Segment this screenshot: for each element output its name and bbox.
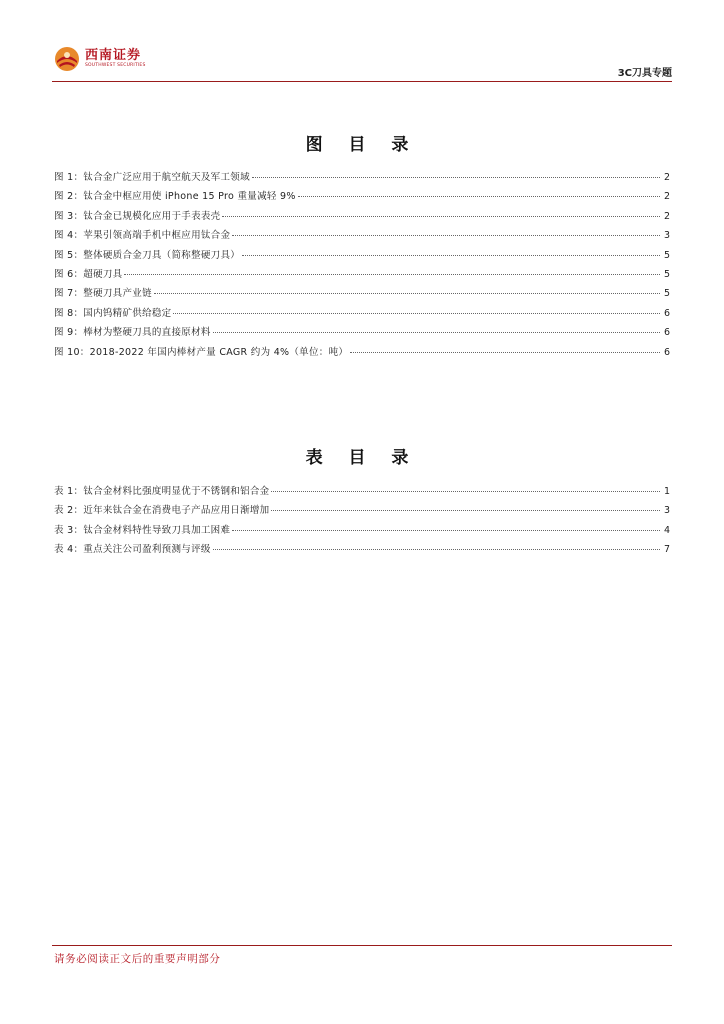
logo-name-en: SOUTHWEST SECURITIES <box>85 63 146 69</box>
figure-toc-item[interactable] <box>54 227 670 246</box>
dot-leader <box>222 216 660 217</box>
dot-leader <box>173 313 660 314</box>
figure-toc-title: 图 目 录 <box>305 135 419 155</box>
toc-item-page: 2 <box>663 210 670 222</box>
toc-item-label: 图 6：超硬刀具 <box>54 268 123 280</box>
table-toc-item[interactable] <box>54 522 670 541</box>
dot-leader <box>271 491 660 492</box>
dot-leader <box>213 549 660 550</box>
figure-toc-item[interactable] <box>54 324 670 343</box>
toc-item-page: 5 <box>663 288 670 300</box>
figure-toc-item[interactable] <box>54 266 670 285</box>
report-topic: 3C刀具专题 <box>617 68 672 79</box>
figure-toc-list <box>54 169 670 363</box>
toc-item-label: 图 8：国内钨精矿供给稳定 <box>54 307 172 319</box>
toc-item-label: 表 3：钛合金材料特性导致刀具加工困难 <box>54 524 231 536</box>
dot-leader <box>350 352 660 353</box>
toc-item-label: 图 7：整硬刀具产业链 <box>54 288 152 300</box>
table-toc-list <box>54 483 670 561</box>
toc-item-label: 图 2：钛合金中框应用使 iPhone 15 Pro 重量减轻 9% <box>54 191 296 203</box>
dot-leader <box>298 196 660 197</box>
toc-item-page: 1 <box>663 486 670 497</box>
dot-leader <box>124 274 660 275</box>
figure-toc-item[interactable] <box>54 247 670 266</box>
dot-leader <box>271 510 660 511</box>
toc-item-page: 5 <box>663 249 670 261</box>
figure-toc-item[interactable] <box>54 169 670 188</box>
toc-item-label: 表 1：钛合金材料比强度明显优于不锈钢和铝合金 <box>54 486 270 497</box>
figure-toc-item[interactable] <box>54 188 670 207</box>
toc-item-page: 6 <box>663 307 670 319</box>
table-toc-item[interactable] <box>54 483 670 502</box>
table-toc-title: 表 目 录 <box>305 448 419 468</box>
figure-toc-item[interactable] <box>54 208 670 227</box>
toc-item-page: 3 <box>663 505 670 517</box>
toc-item-label: 表 2：近年来钛合金在消费电子产品应用日渐增加 <box>54 505 270 517</box>
footer-disclaimer: 请务必阅读正文后的重要声明部分 <box>54 953 221 965</box>
toc-item-label: 图 10：2018-2022 年国内棒材产量 CAGR 约为 4%（单位：吨） <box>54 346 349 358</box>
toc-item-page: 5 <box>663 268 670 280</box>
toc-item-label: 表 4：重点关注公司盈利预测与评级 <box>54 544 211 556</box>
toc-item-page: 6 <box>663 346 670 358</box>
toc-item-label: 图 1：钛合金广泛应用于航空航天及军工领域 <box>54 172 250 183</box>
dot-leader <box>232 235 660 236</box>
toc-item-page: 7 <box>663 544 670 556</box>
toc-item-page: 3 <box>663 230 670 242</box>
figure-toc-item[interactable] <box>54 344 670 363</box>
logo-name-cn: 西南证券 <box>85 48 142 64</box>
toc-item-page: 6 <box>663 327 670 339</box>
toc-item-label: 图 5：整体硬质合金刀具（简称整硬刀具） <box>54 249 241 261</box>
footer-divider <box>52 945 672 946</box>
figure-toc-item[interactable] <box>54 285 670 304</box>
table-toc-item[interactable] <box>54 502 670 521</box>
toc-item-label: 图 4：苹果引领高端手机中框应用钛合金 <box>54 230 231 242</box>
figure-toc-item[interactable] <box>54 305 670 324</box>
toc-item-page: 2 <box>663 172 670 183</box>
dot-leader <box>154 293 660 294</box>
toc-item-label: 图 9：棒材为整硬刀具的直接原材料 <box>54 327 211 339</box>
toc-item-label: 图 3：钛合金已规模化应用于手表表壳 <box>54 210 221 222</box>
table-toc-item[interactable] <box>54 541 670 560</box>
company-logo <box>54 45 146 73</box>
dot-leader <box>242 255 660 256</box>
dot-leader <box>232 530 660 531</box>
dot-leader <box>252 177 660 178</box>
logo-sun-icon <box>54 46 80 72</box>
dot-leader <box>213 332 660 333</box>
header-divider <box>52 81 672 82</box>
toc-item-page: 4 <box>663 524 670 536</box>
toc-item-page: 2 <box>663 191 670 203</box>
